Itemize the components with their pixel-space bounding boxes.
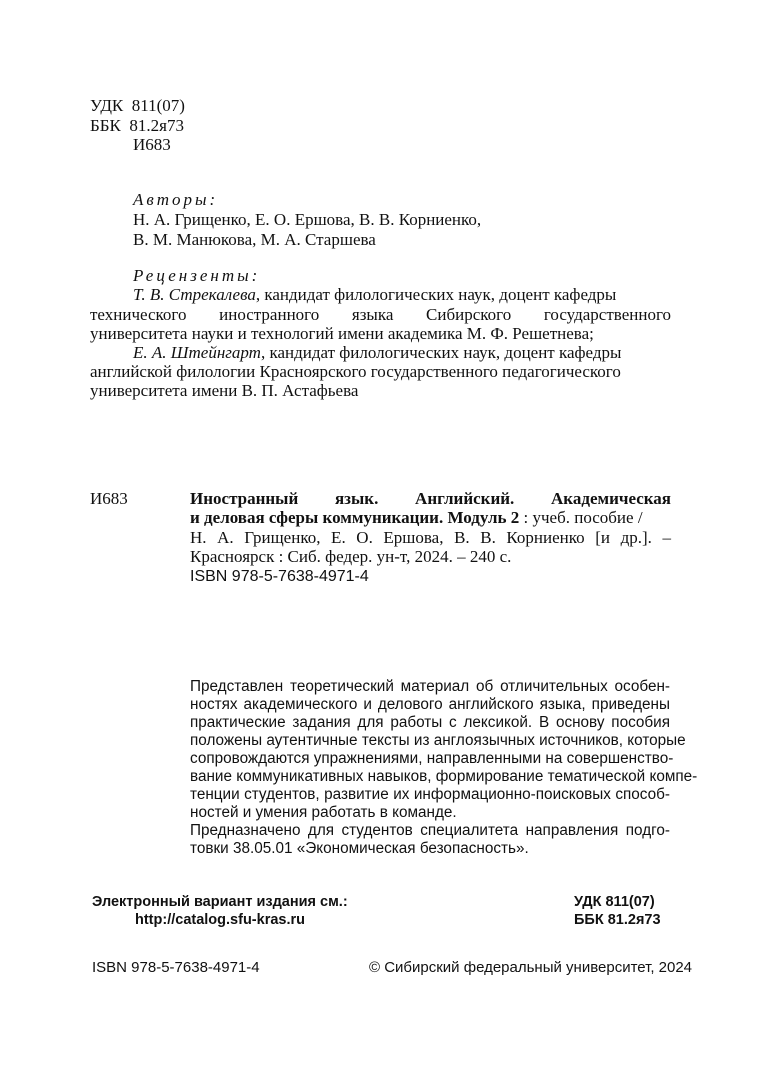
catalog-title-line-2: [190, 508, 643, 527]
bbk-label: ББК: [90, 116, 121, 135]
reviewer-1-name: Т. В. Стрекалева: [133, 285, 256, 304]
electronic-udk: УДК 811(07): [574, 894, 655, 910]
reviewer-1-title: , кандидат филологических наук, доцент кафедры: [255, 285, 617, 304]
reviewer-2-title: , кандидат филологических наук, доцент кафедры: [260, 343, 622, 362]
annotation-line-3: практические задания для работы с лексикой. В основу пособия: [190, 714, 670, 731]
catalog-publisher-line: Красноярск : Сиб. федер. ун-т, 2024. – 240 с.: [190, 547, 512, 566]
annotation-line-1: Представлен теоретический материал об отличительных особен-: [190, 678, 670, 695]
footer-copyright: © Сибирский федеральный университет, 2024: [369, 959, 693, 976]
bbk-value: 81.2я73: [129, 116, 184, 135]
annotation-line-4: положены аутентичные тексты из англоязычных источников, которые: [190, 732, 686, 749]
udk-value: 811(07): [131, 96, 185, 115]
author-mark: И683: [133, 135, 171, 154]
footer-isbn: ISBN 978-5-7638-4971-4: [92, 959, 260, 976]
electronic-url[interactable]: http://catalog.sfu-kras.ru: [135, 912, 305, 928]
reviewer-1-line-3: университета науки и технологий имени академика М. Ф. Решетнева;: [90, 324, 594, 343]
catalog-title-bold: и деловая сферы коммуникации. Модуль 2: [190, 508, 520, 527]
electronic-bbk: ББК 81.2я73: [574, 912, 661, 928]
electronic-label: Электронный вариант издания см.:: [92, 894, 348, 910]
catalog-authors-line: Н. А. Грищенко, Е. О. Ершова, В. В. Корниенко [и др.]. –: [190, 528, 671, 547]
authors-line-2: В. М. Манюкова, М. А. Старшева: [133, 230, 376, 249]
catalog-mark: И683: [90, 489, 128, 508]
reviewer-2-name: Е. А. Штейнгарт: [133, 343, 261, 362]
reviewer-1-line-1: [133, 285, 671, 304]
bbk-line: [90, 116, 184, 135]
authors-line-1: Н. А. Грищенко, Е. О. Ершова, В. В. Корниенко,: [133, 210, 482, 229]
reviewer-2-line-2: английской филологии Красноярского государственного педагогического: [90, 362, 621, 381]
udk-label: УДК: [90, 96, 124, 115]
annotation-line-5: сопровождаются упражнениями, направленными на совершенство-: [190, 750, 674, 767]
reviewer-2-line-3: университета имени В. П. Астафьева: [90, 381, 359, 400]
annotation-line-7: тенции студентов, развитие их информационно-поисковых способ-: [190, 786, 670, 803]
purpose-line-2: товки 38.05.01 «Экономическая безопасность».: [190, 840, 529, 857]
annotation-line-8: ностей и умения работать в команде.: [190, 804, 457, 821]
reviewer-1-line-2: технического иностранного языка Сибирского государственного: [90, 305, 671, 324]
annotation-line-6: вание коммуникативных навыков, формирование тематической компе-: [190, 768, 698, 785]
udk-line: [90, 96, 185, 115]
catalog-title-line-1: Иностранный язык. Английский. Академическая: [190, 489, 671, 508]
catalog-title-rest: : учеб. пособие /: [519, 508, 643, 527]
reviewers-heading: Рецензенты:: [133, 266, 261, 285]
reviewer-2-line-1: [133, 343, 621, 362]
authors-heading: Авторы:: [133, 190, 219, 209]
purpose-line-1: Предназначено для студентов специалитета направления подго-: [190, 822, 670, 839]
catalog-isbn: ISBN 978-5-7638-4971-4: [190, 568, 369, 585]
annotation-line-2: ностях академического и делового английского языка, приведены: [190, 696, 670, 713]
